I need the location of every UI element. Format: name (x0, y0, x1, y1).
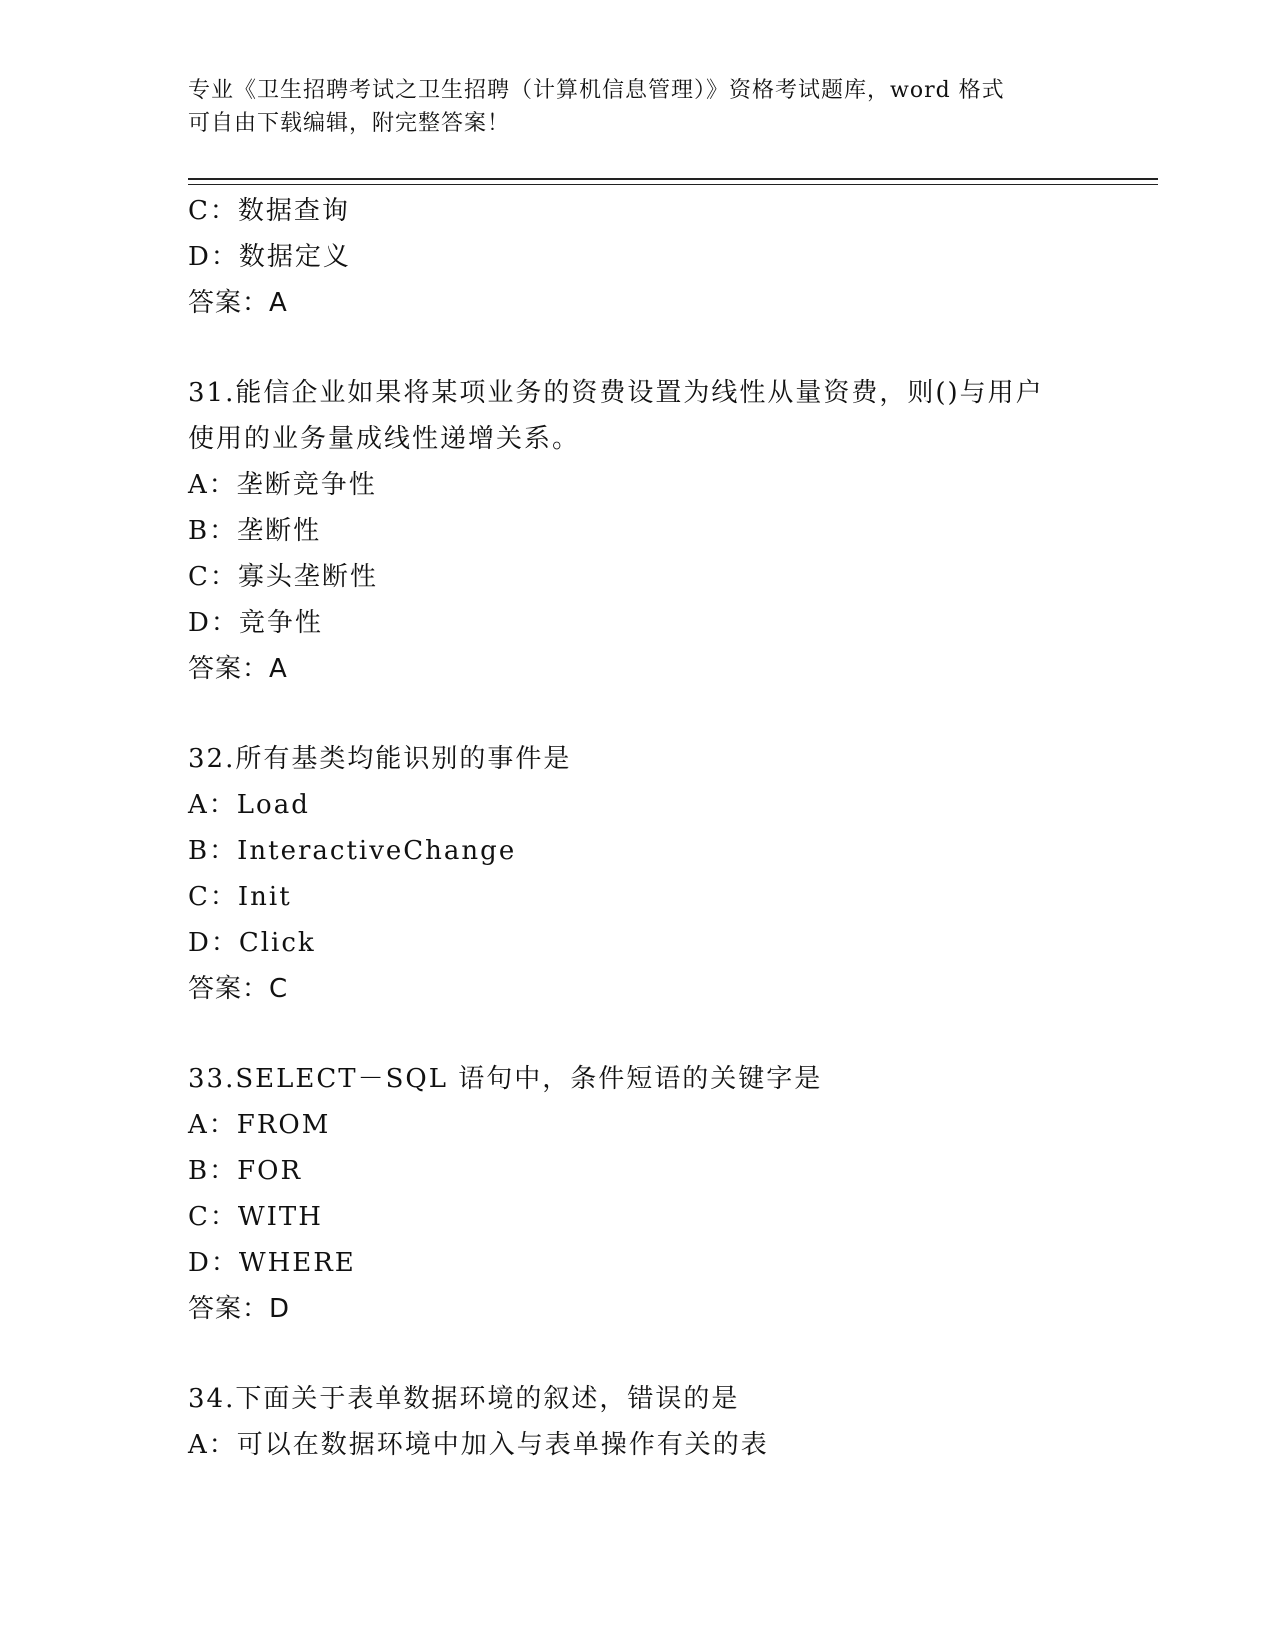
question-text (188, 370, 1088, 462)
question-block-32 (188, 736, 1088, 1012)
question-block-prev (188, 188, 1088, 326)
option-c: C：寡头垄断性 (188, 562, 378, 592)
question-block-31 (188, 370, 1088, 692)
option-c: C：数据查询 (188, 196, 350, 226)
header-divider-thick (188, 178, 1158, 180)
option-b: B：InteractiveChange (188, 836, 517, 866)
question-block-34 (188, 1376, 1088, 1468)
question-block-33 (188, 1056, 1088, 1332)
option-a: A：Load (188, 790, 310, 820)
question-text: 32.所有基类均能识别的事件是 (188, 744, 572, 774)
answer-label: 答案：C (188, 974, 289, 1004)
option-d: D：数据定义 (188, 242, 351, 272)
header-line-1: 专业《卫生招聘考试之卫生招聘（计算机信息管理）》资格考试题库，word 格式 (188, 78, 1005, 103)
option-d: D：WHERE (188, 1248, 356, 1278)
option-c: C：Init (188, 882, 292, 912)
spacer (188, 326, 1088, 370)
question-line-2: 使用的业务量成线性递增关系。 (188, 424, 581, 454)
answer-label: 答案：A (188, 654, 288, 684)
option-d: D：Click (188, 928, 316, 958)
spacer (188, 1332, 1088, 1376)
option-a: A：垄断竞争性 (188, 470, 377, 500)
header-line-2: 可自由下载编辑，附完整答案！ (188, 111, 511, 136)
question-text: 33.SELECT－SQL 语句中，条件短语的关键字是 (188, 1064, 823, 1094)
answer-label: 答案：A (188, 288, 288, 318)
option-b: B：垄断性 (188, 516, 322, 546)
spacer (188, 1012, 1088, 1056)
header-divider-thin (188, 184, 1158, 185)
option-b: B：FOR (188, 1156, 303, 1186)
option-a: A：可以在数据环境中加入与表单操作有关的表 (188, 1430, 769, 1460)
answer-label: 答案：D (188, 1294, 291, 1324)
question-text: 34.下面关于表单数据环境的叙述，错误的是 (188, 1384, 740, 1414)
question-line-1: 31.能信企业如果将某项业务的资费设置为线性从量资费，则()与用户 (188, 378, 1044, 408)
spacer (188, 692, 1088, 736)
option-d: D：竞争性 (188, 608, 323, 638)
question-list (188, 188, 1088, 1468)
option-c: C：WITH (188, 1202, 323, 1232)
option-a: A：FROM (188, 1110, 331, 1140)
document-header (188, 74, 1088, 140)
